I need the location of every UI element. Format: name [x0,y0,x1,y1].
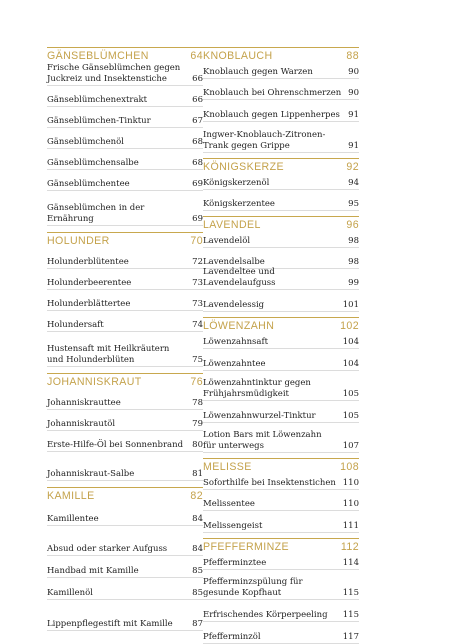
toc-entry[interactable] [47,128,203,149]
entry-page-number: 66 [192,95,203,105]
entry-page-number: 99 [348,278,359,288]
toc-left-column [47,47,203,631]
entry-page-number: 115 [342,588,359,598]
toc-entry[interactable] [203,423,359,453]
entry-title: Kamillentee [47,514,99,524]
toc-entry[interactable] [47,503,203,526]
entry-page-number: 110 [342,499,359,509]
toc-entry[interactable] [203,290,359,312]
toc-entry[interactable] [47,63,203,86]
section-title: KAMILLE [47,490,95,502]
entry-page-number: 91 [348,141,359,151]
entry-title: Knoblauch bei Ohrenschmerzen [203,88,342,98]
toc-entry[interactable] [203,190,359,211]
toc-entry[interactable] [47,578,203,600]
toc-entry[interactable] [47,107,203,128]
section-title: GÄNSEBLÜMCHEN [47,50,149,62]
entry-page-number: 81 [192,469,203,479]
section-page-number: 96 [346,219,359,231]
section-page-number: 92 [346,161,359,173]
entry-title: Ingwer-Knoblauch-Zitronen-Trank gegen Grippe [203,130,326,151]
entry-page-number: 68 [192,158,203,168]
toc-entry[interactable] [203,122,359,153]
toc-entry[interactable] [47,410,203,431]
toc-section [203,158,359,211]
toc-entry[interactable] [47,86,203,107]
entry-page-number: 79 [192,419,203,429]
entry-page-number: 90 [348,67,359,77]
toc-section [203,538,359,644]
entry-title: Gänseblümchenöl [47,137,124,147]
section-title: KNOBLAUCH [203,50,273,62]
section-heading[interactable] [47,373,203,389]
entry-title: Lavendelöl [203,236,251,246]
section-heading[interactable] [203,158,359,174]
entry-title: Knoblauch gegen Lippenherpes [203,110,340,120]
entry-page-number: 66 [192,74,203,84]
entry-title: Holundersaft [47,320,104,330]
entry-page-number: 110 [342,478,359,488]
toc-entry[interactable] [203,622,359,644]
entry-title: Pfefferminzspülung für gesunde Kopfhaut [203,577,303,598]
section-heading[interactable] [203,317,359,333]
entry-title: Pfefferminzöl [203,632,261,642]
entry-page-number: 85 [192,566,203,576]
entry-page-number: 78 [192,398,203,408]
entry-title: Soforthilfe bei Insektenstichen [203,478,336,488]
entry-title: Gänseblümchen in der Ernährung [47,203,145,224]
toc-section [47,373,203,481]
entry-page-number: 68 [192,137,203,147]
section-title: HOLUNDER [47,235,110,247]
section-heading[interactable] [203,538,359,554]
entry-title: Holunderbeerentee [47,278,132,288]
toc-entry[interactable] [203,248,359,269]
toc-section [203,458,359,533]
section-title: LÖWENZAHN [203,320,275,332]
toc-entry[interactable] [203,333,359,349]
toc-entry[interactable] [203,269,359,290]
toc-entry[interactable] [203,79,359,100]
entry-title: Johanniskrauttee [47,398,121,408]
section-heading[interactable] [203,47,359,63]
section-heading[interactable] [203,216,359,232]
toc-entry[interactable] [47,269,203,290]
entry-page-number: 95 [348,199,359,209]
entry-title: Johanniskraut-Salbe [47,469,135,479]
toc-section [203,317,359,453]
toc-entry[interactable] [203,490,359,511]
entry-title: Erfrischendes Körperpeeling [203,610,328,620]
entry-title: Holunderblättertee [47,299,131,309]
section-heading[interactable] [203,458,359,474]
entry-title: Löwenzahntinktur gegen Frühjahrsmüdigkeit [203,378,311,399]
section-page-number: 108 [340,461,359,473]
entry-title: Frische Gänseblümchen gegen Juckreiz und Insektenstiche [47,63,181,84]
entry-title: Königskerzentee [203,199,275,209]
toc-entry[interactable] [203,401,359,423]
toc-section [47,487,203,631]
entry-page-number: 101 [342,300,359,310]
entry-page-number: 117 [342,632,359,642]
entry-page-number: 98 [348,236,359,246]
entry-page-number: 105 [342,411,359,421]
entry-page-number: 69 [192,214,203,224]
section-heading[interactable] [47,232,203,248]
toc-right-column [203,47,359,644]
toc-section [203,216,359,312]
entry-title: Melissentee [203,499,255,509]
toc-entry[interactable] [203,554,359,570]
entry-page-number: 107 [342,441,359,451]
section-page-number: 88 [346,50,359,62]
entry-title: Erste-Hilfe-Öl bei Sonnenbrand [47,440,184,450]
entry-page-number: 104 [342,337,359,347]
entry-page-number: 69 [192,179,203,189]
entry-page-number: 74 [192,320,203,330]
toc-entry[interactable] [47,191,203,226]
toc-entry[interactable] [47,431,203,452]
toc-entry[interactable] [203,349,359,371]
entry-page-number: 73 [192,299,203,309]
entry-page-number: 105 [342,389,359,399]
toc-section [47,47,203,226]
section-page-number: 82 [190,490,203,502]
section-page-number: 64 [190,50,203,62]
entry-title: Knoblauch gegen Warzen [203,67,313,77]
section-page-number: 70 [190,235,203,247]
entry-page-number: 80 [192,440,203,450]
entry-page-number: 85 [192,588,203,598]
entry-page-number: 94 [348,178,359,188]
toc-entry[interactable] [203,371,359,401]
section-title: JOHANNISKRAUT [47,376,142,388]
entry-title: Löwenzahnwurzel-Tinktur [203,411,316,421]
section-page-number: 102 [340,320,359,332]
entry-title: Holunderblütentee [47,257,129,267]
entry-title: Lotion Bars mit Löwenzahn für unterwegs [203,430,322,451]
section-title: MELISSE [203,461,252,473]
entry-title: Hustensaft mit Heilkräutern und Holunderblüten [47,344,170,365]
section-page-number: 112 [340,541,359,553]
toc-entry[interactable] [47,170,203,191]
toc-entry[interactable] [203,63,359,79]
entry-page-number: 75 [192,355,203,365]
entry-page-number: 87 [192,619,203,629]
entry-page-number: 72 [192,257,203,267]
entry-title: Gänseblümchensalbe [47,158,139,168]
toc-entry[interactable] [47,290,203,311]
section-title: PFEFFERMINZE [203,541,290,553]
toc-entry[interactable] [203,474,359,490]
toc-entry[interactable] [47,556,203,578]
entry-page-number: 91 [348,110,359,120]
entry-page-number: 98 [348,257,359,267]
toc-section [203,47,359,153]
toc-entry[interactable] [203,570,359,600]
entry-title: Löwenzahnsaft [203,337,269,347]
entry-title: Königskerzenöl [203,178,270,188]
entry-title: Löwenzahntee [203,359,266,369]
entry-page-number: 114 [342,558,359,568]
entry-page-number: 67 [192,116,203,126]
entry-page-number: 73 [192,278,203,288]
entry-title: Lavendelsalbe [203,257,265,267]
toc-entry[interactable] [47,248,203,269]
toc-entry[interactable] [203,511,359,533]
entry-page-number: 84 [192,544,203,554]
section-title: LAVENDEL [203,219,261,231]
entry-page-number: 111 [342,521,359,531]
toc-entry[interactable] [203,232,359,248]
toc-entry[interactable] [203,100,359,122]
entry-title: Johanniskrautöl [47,419,116,429]
toc-entry[interactable] [47,332,203,367]
entry-title: Melissengeist [203,521,263,531]
entry-title: Gänseblümchen-Tinktur [47,116,151,126]
toc-entry[interactable] [47,389,203,410]
entry-page-number: 115 [342,610,359,620]
toc-entry[interactable] [203,174,359,190]
toc-entry[interactable] [47,311,203,332]
entry-page-number: 84 [192,514,203,524]
entry-title: Pfefferminztee [203,558,267,568]
entry-title: Lavendeltee und Lavendelaufguss [203,267,276,288]
entry-page-number: 90 [348,88,359,98]
entry-title: Gänseblümchenextrakt [47,95,148,105]
entry-title: Gänseblümchentee [47,179,130,189]
section-heading[interactable] [47,487,203,503]
entry-title: Absud oder starker Aufguss [47,544,168,554]
toc-entry[interactable] [47,526,203,556]
section-heading[interactable] [47,47,203,63]
entry-title: Lavendelessig [203,300,265,310]
toc-entry[interactable] [203,600,359,622]
section-page-number: 76 [190,376,203,388]
entry-title: Kamillenöl [47,588,93,598]
toc-entry[interactable] [47,600,203,631]
section-title: KÖNIGSKERZE [203,161,284,173]
toc-section [47,232,203,367]
toc-entry[interactable] [47,452,203,481]
entry-title: Handbad mit Kamille [47,566,139,576]
entry-title: Lippenpflegestift mit Kamille [47,619,173,629]
entry-page-number: 104 [342,359,359,369]
toc-entry[interactable] [47,149,203,170]
